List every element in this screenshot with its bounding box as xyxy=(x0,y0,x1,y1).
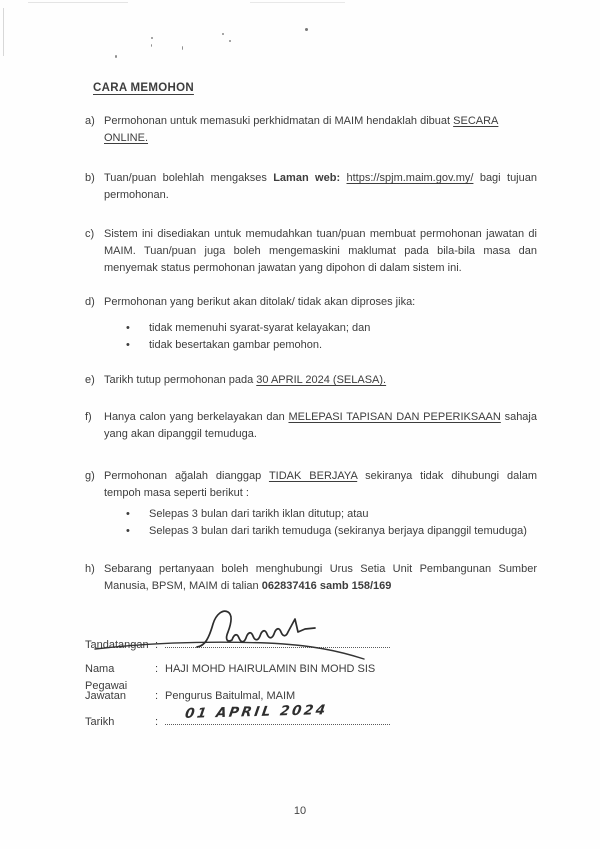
text-run: Tuan/puan bolehlah mengakses xyxy=(104,172,274,184)
signature-row-tarikh xyxy=(85,702,537,728)
item-text xyxy=(104,561,537,595)
list-item-a xyxy=(85,113,537,147)
signature-block xyxy=(85,634,537,728)
list-item-b xyxy=(85,170,537,204)
signature-row-nama xyxy=(85,661,537,692)
page-number: 10 xyxy=(293,805,307,817)
scan-edge-line xyxy=(3,8,4,56)
scan-speck xyxy=(151,44,152,47)
bullet-text: Selepas 3 bulan dari tarikh temuduga (sekiranya berjaya dipanggil temuduga) xyxy=(149,525,527,537)
item-marker: a) xyxy=(85,115,95,127)
field-label: Tandatangan xyxy=(85,639,149,651)
item-text xyxy=(104,113,537,147)
scan-speck xyxy=(115,55,117,58)
bullet-icon: • xyxy=(126,525,130,537)
handwritten-date: 01 APRIL 2024 xyxy=(183,702,329,722)
text-run: Sebarang pertanyaan boleh menghubungi Urus Setia Unit Pembangunan Sumber Manusia, BPSM, MAIM di talian xyxy=(104,563,537,592)
underlined-text: TIDAK BERJAYA xyxy=(268,470,358,482)
bullet-item xyxy=(126,523,537,540)
bullet-text: tidak memenuhi syarat-syarat kelayakan; dan xyxy=(149,322,371,334)
item-text xyxy=(104,409,537,443)
dotted-line xyxy=(165,634,390,648)
item-marker: d) xyxy=(85,296,95,308)
scan-speck xyxy=(222,33,224,35)
item-text xyxy=(104,294,537,354)
item-marker: h) xyxy=(85,563,95,575)
bullet-item xyxy=(126,337,537,354)
item-marker: e) xyxy=(85,374,95,386)
scan-speck xyxy=(305,28,308,31)
underlined-text: 30 APRIL 2024 (SELASA). xyxy=(256,374,387,386)
item-text: Sistem ini disediakan untuk memudahkan tuan/puan membuat permohonan jawatan di MAIM. Tuan/puan juga boleh mengemaskini maklumat pada bila-bila masa dan menyemak status permohonan jawatan yang dipohon di dalam sistem ini. xyxy=(104,228,537,274)
bullet-icon: • xyxy=(126,339,130,351)
officer-name: HAJI MOHD HAIRULAMIN BIN MOHD SIS xyxy=(165,663,376,675)
field-label: Tarikh xyxy=(85,716,115,728)
bold-text: Laman web: xyxy=(273,172,347,184)
item-marker: f) xyxy=(85,411,92,423)
bullet-list xyxy=(126,320,537,354)
officer-position: Pengurus Baitulmal, MAIM xyxy=(165,690,296,702)
list-item-g xyxy=(85,468,537,540)
item-marker: b) xyxy=(85,172,95,184)
list-item-f xyxy=(85,409,537,443)
colon: : xyxy=(155,690,159,702)
bullet-icon: • xyxy=(126,322,130,334)
url-text: https://spjm.maim.gov.my/ xyxy=(346,172,474,184)
colon: : xyxy=(155,716,159,728)
colon: : xyxy=(155,663,159,675)
text-run: Permohonan yang berikut akan ditolak/ tidak akan diproses jika: xyxy=(104,296,416,308)
text-run: Permohonan untuk memasuki perkhidmatan di MAIM hendaklah dibuat xyxy=(104,115,454,127)
list-item-h xyxy=(85,561,537,595)
field-label: Jawatan xyxy=(85,690,126,702)
text-run: bagi tujuan permohonan. xyxy=(104,172,537,201)
bullet-item xyxy=(126,320,537,337)
bullet-text: tidak besertakan gambar pemohon. xyxy=(149,339,323,351)
text-run: Tarikh tutup permohonan pada xyxy=(104,374,257,386)
underlined-text: MELEPASI TAPISAN DAN PEPERIKSAAN xyxy=(288,411,501,423)
text-run: Hanya calon yang berkelayakan dan xyxy=(104,411,289,423)
item-text xyxy=(104,170,537,204)
item-text xyxy=(104,468,537,540)
scan-speck xyxy=(182,46,183,50)
page-title: CARA MEMOHON xyxy=(93,82,194,94)
signature-row-tandatangan xyxy=(85,634,537,651)
field-label: Nama Pegawai xyxy=(85,663,128,692)
scan-edge-line xyxy=(250,2,345,3)
text-run: Permohonan ağalah dianggap xyxy=(104,470,269,482)
item-marker: c) xyxy=(85,228,95,240)
underlined-text: SECARA ONLINE. xyxy=(104,115,499,144)
bullet-text: Selepas 3 bulan dari tarikh iklan ditutup; atau xyxy=(149,508,369,520)
scan-edge-line xyxy=(28,2,128,3)
item-text xyxy=(104,372,537,389)
bullet-list xyxy=(126,506,537,540)
phone-number-text: 062837416 samb 158/169 xyxy=(261,580,392,592)
list-item-e xyxy=(85,372,537,389)
bullet-item xyxy=(126,506,537,523)
text-run xyxy=(104,468,537,502)
colon: : xyxy=(155,639,159,651)
text-run: sahaja yang akan dipanggil temuduga. xyxy=(104,411,537,440)
scan-speck xyxy=(229,40,231,42)
text-run: sekiranya tidak dihubungi dalam tempoh masa seperti berikut : xyxy=(104,470,537,499)
document-content xyxy=(85,80,537,728)
item-marker: g) xyxy=(85,470,95,482)
list-item-c xyxy=(85,226,537,277)
list-item-d xyxy=(85,294,537,354)
bullet-icon: • xyxy=(126,508,130,520)
scan-speck xyxy=(151,37,153,39)
